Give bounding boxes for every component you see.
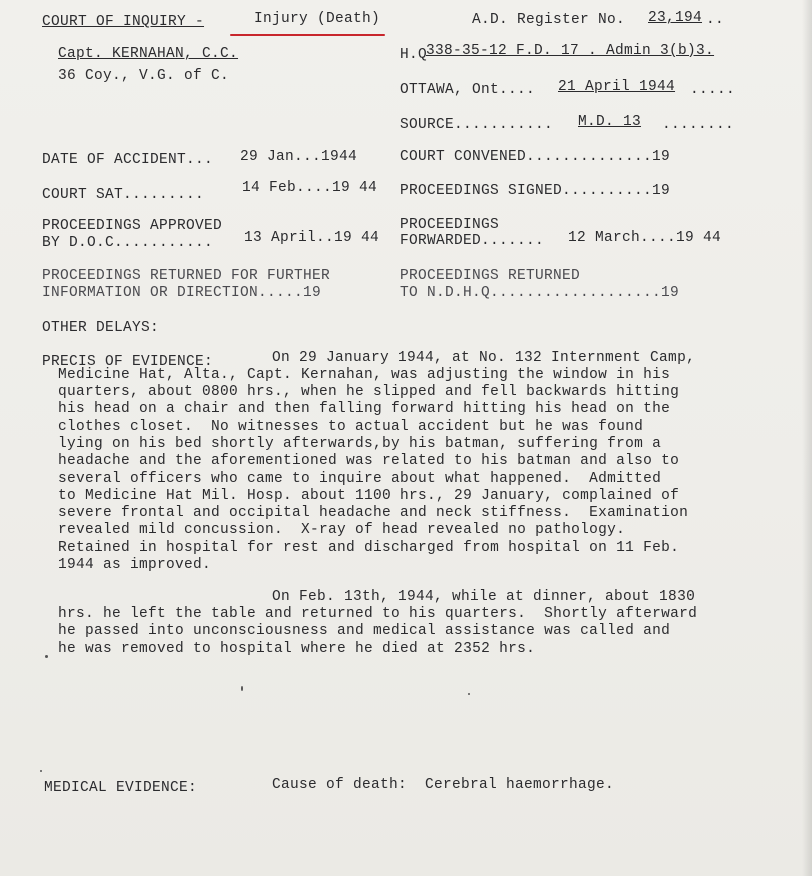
para2-first-line: On Feb. 13th, 1944, while at dinner, about 1830: [272, 589, 696, 605]
officer-unit: 36 Coy., V.G. of C.: [58, 68, 230, 84]
approved-value: 13 April..19 44: [244, 230, 380, 246]
returned-ndhq-line1: PROCEEDINGS RETURNED: [400, 268, 581, 284]
forwarded-label-line1: PROCEEDINGS: [400, 217, 500, 233]
register-tail: ..: [706, 12, 725, 28]
para2-line: he passed into unconsciousness and medical assistance was called and: [58, 623, 671, 640]
city-tail: .....: [690, 82, 736, 98]
other-delays-label: OTHER DELAYS:: [42, 320, 160, 336]
city-label: OTTAWA, Ont....: [400, 82, 536, 98]
precis-line: to Medicine Hat Mil. Hosp. about 1100 hrs., 29 January, complained of: [58, 487, 680, 504]
precis-line: clothes closet. No witnesses to actual accident but he was found: [58, 418, 644, 435]
approved-label-line2: BY D.O.C...........: [42, 235, 214, 251]
register-number: 23,194: [648, 10, 703, 26]
returned-further-line2: INFORMATION OR DIRECTION.....19: [42, 285, 322, 301]
returned-further-line1: PROCEEDINGS RETURNED FOR FURTHER: [42, 268, 331, 284]
date-of-accident-value: 29 Jan...1944: [240, 149, 358, 165]
inquiry-subject: Injury (Death): [254, 11, 381, 27]
precis-line: headache and the aforementioned was related to his batman and also to: [58, 453, 680, 470]
proceedings-signed-label: PROCEEDINGS SIGNED..........19: [400, 183, 671, 199]
precis-line: lying on his bed shortly afterwards,by his batman, suffering from a: [58, 435, 662, 452]
precis-line: revealed mild concussion. X-ray of head revealed no pathology.: [58, 522, 626, 539]
court-of-inquiry-title: COURT OF INQUIRY -: [42, 14, 205, 30]
para2-line: he was removed to hospital where he died at 2352 hrs.: [58, 640, 536, 657]
paper-speck: [468, 693, 470, 695]
register-label: A.D. Register No.: [472, 12, 626, 28]
court-sat-value: 14 Feb....19 44: [242, 180, 378, 196]
court-sat-label: COURT SAT.........: [42, 187, 205, 203]
precis-second-line: Medicine Hat, Alta., Capt. Kernahan, was adjusting the window in his: [58, 367, 671, 383]
medical-evidence-text: Cause of death: Cerebral haemorrhage.: [272, 777, 615, 793]
precis-first-line: On 29 January 1944, at No. 132 Internment Camp,: [272, 350, 696, 366]
officer-name: Capt. KERNAHAN, C.C.: [58, 46, 239, 62]
forwarded-label-line2: FORWARDED.......: [400, 233, 545, 249]
precis-line: severe frontal and occipital headache and neck stiffness. Examination: [58, 505, 689, 522]
precis-line: several officers who came to inquire about what happened. Admitted: [58, 470, 662, 487]
hq-file-number: 338-35-12 F.D. 17 . Admin 3(b)3.: [426, 43, 715, 59]
source-tail: ........: [662, 117, 735, 133]
red-underline: [230, 34, 385, 36]
medical-evidence-label: MEDICAL EVIDENCE:: [44, 780, 198, 796]
precis-line: 1944 as improved.: [58, 557, 212, 573]
precis-label: PRECIS OF EVIDENCE:: [42, 354, 214, 370]
precis-line: his head on a chair and then falling forward hitting his head on the: [58, 401, 671, 418]
paper-speck: [45, 655, 48, 658]
city-date: 21 April 1944: [558, 79, 676, 95]
precis-line: quarters, about 0800 hrs., when he slipped and fell backwards hitting: [58, 384, 680, 400]
paper-speck: [241, 686, 243, 691]
source-value: M.D. 13: [578, 114, 642, 130]
para2-line: hrs. he left the table and returned to his quarters. Shortly afterward: [58, 606, 698, 622]
returned-ndhq-line2: TO N.D.H.Q...................19: [400, 285, 680, 301]
precis-line: Retained in hospital for rest and discharged from hospital on 11 Feb.: [58, 539, 680, 556]
court-convened-label: COURT CONVENED..............19: [400, 149, 671, 165]
date-of-accident-label: DATE OF ACCIDENT...: [42, 152, 214, 168]
forwarded-value: 12 March....19 44: [568, 230, 722, 246]
paper-speck: [40, 770, 42, 772]
source-label: SOURCE...........: [400, 117, 554, 133]
hq-prefix: H.Q: [400, 47, 428, 63]
approved-label-line1: PROCEEDINGS APPROVED: [42, 218, 223, 234]
